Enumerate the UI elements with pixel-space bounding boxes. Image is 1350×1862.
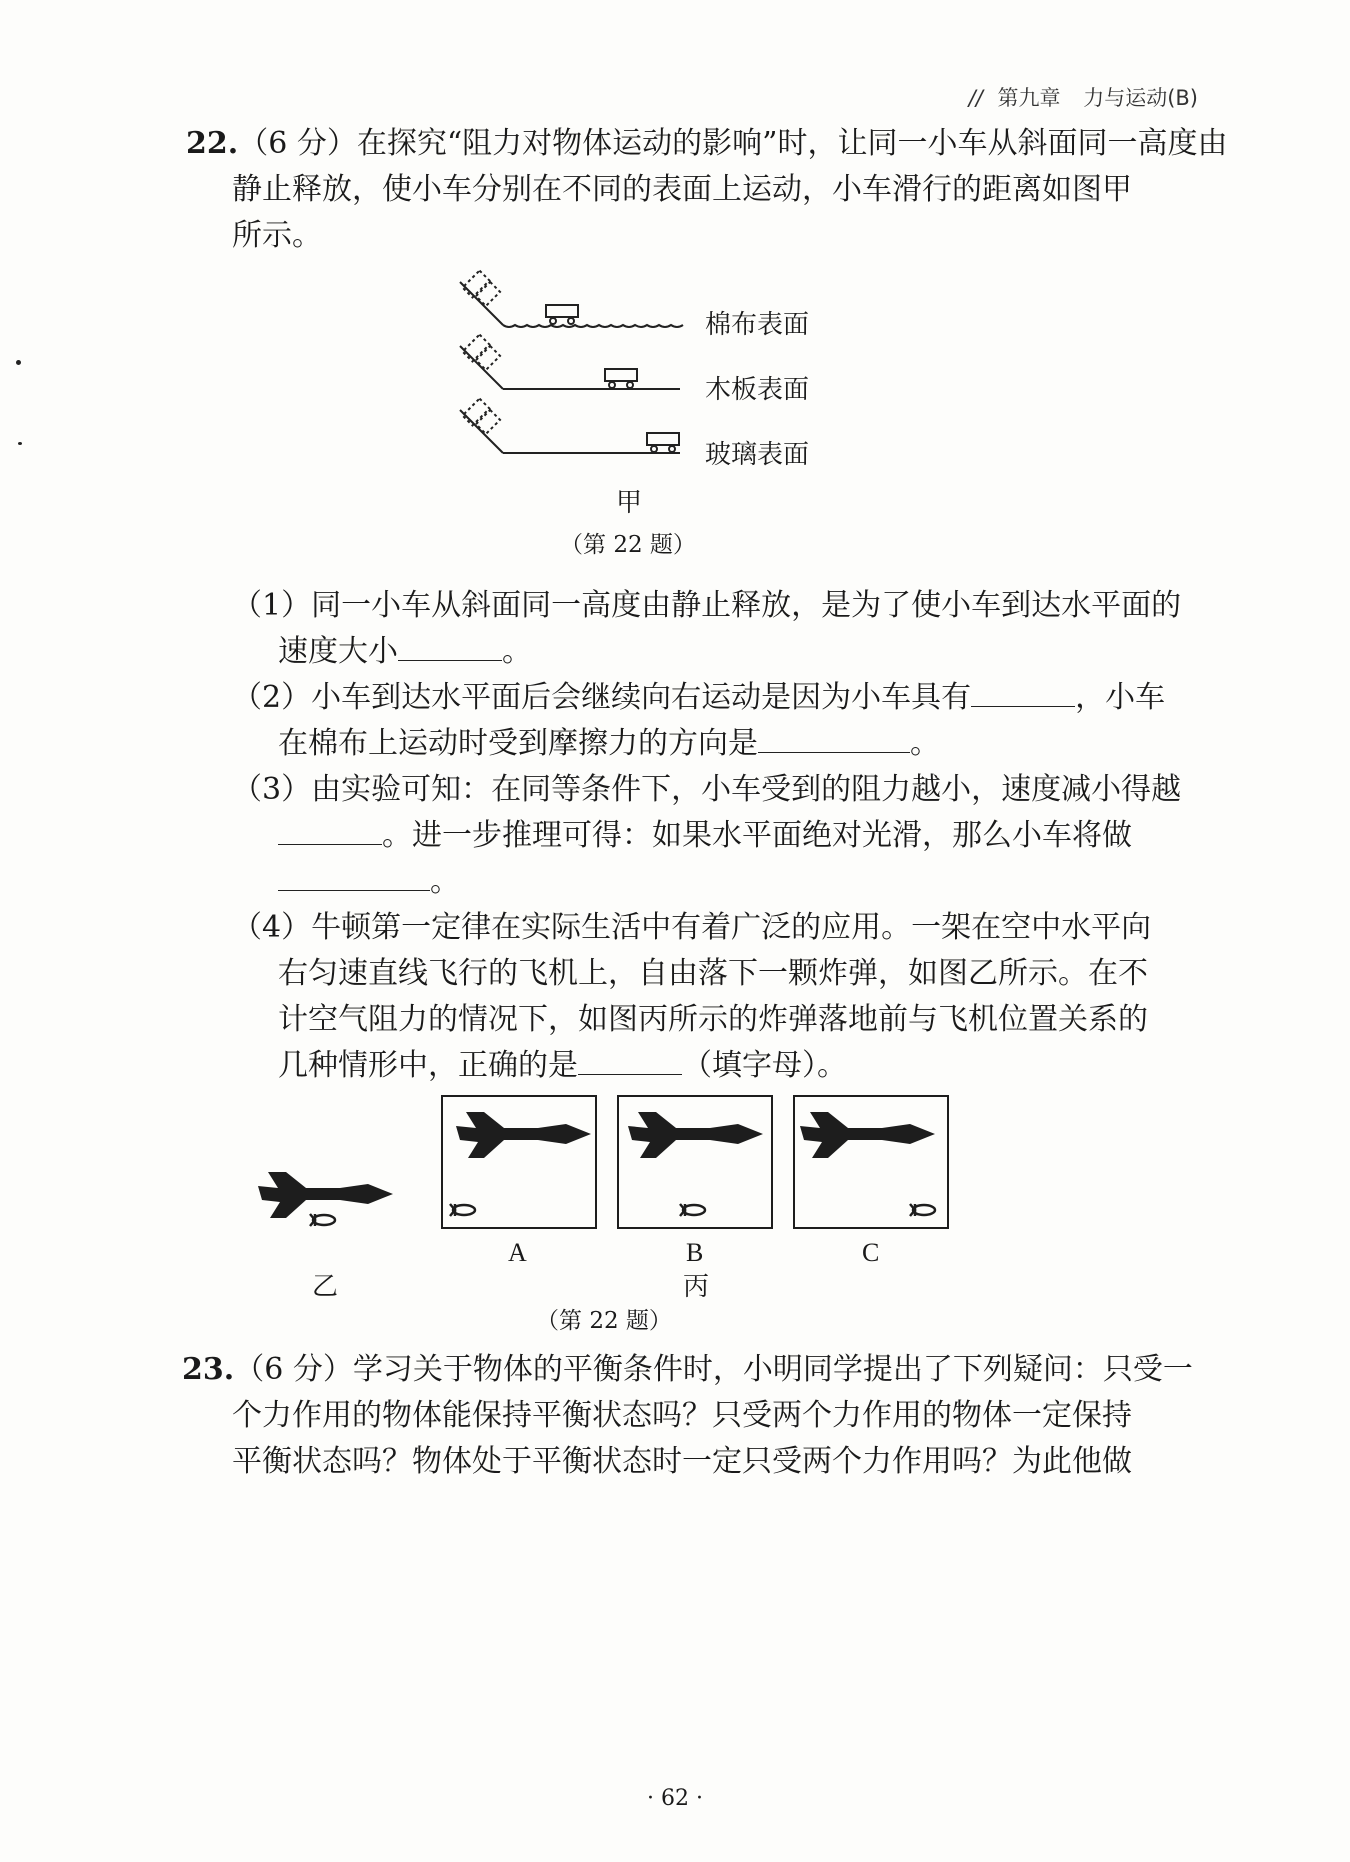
q22-part3-line1: （3）由实验可知：在同等条件下，小车受到的阻力越小，速度减小得越 xyxy=(232,772,1182,807)
q22-part2-text3: 在棉布上运动时受到摩擦力的方向是 xyxy=(278,726,758,761)
q22-part4-line2: 右匀速直线飞行的飞机上，自由落下一颗炸弹，如图乙所示。在不 xyxy=(278,956,1148,991)
q22-number: 22. xyxy=(186,126,239,161)
q23-number: 23. xyxy=(182,1352,235,1387)
option-b-label: B xyxy=(686,1238,704,1267)
q23-line3: 平衡状态吗？物体处于平衡状态时一定只受两个力作用吗？为此他做 xyxy=(232,1444,1132,1479)
answer-blank[interactable] xyxy=(398,626,502,661)
answer-blank[interactable] xyxy=(578,1040,682,1075)
q22-part3-end: 。 xyxy=(430,864,460,899)
option-c-label: C xyxy=(862,1238,880,1267)
q22-part2-end: 。 xyxy=(910,726,940,761)
bomb-yi xyxy=(310,1214,335,1226)
plane-c xyxy=(800,1112,935,1158)
header-slash: // xyxy=(968,86,983,110)
q23-text1: （6 分）学习关于物体的平衡条件时，小明同学提出了下列疑问：只受一 xyxy=(234,1352,1193,1387)
q22-part3-text2: 。进一步推理可得：如果水平面绝对光滑，那么小车将做 xyxy=(382,818,1132,853)
page-header xyxy=(969,82,1198,112)
q22-part2-text2: ，小车 xyxy=(1075,680,1166,715)
q22-part2-text1: （2）小车到达水平面后会继续向右运动是因为小车具有 xyxy=(232,680,972,715)
q22-part4-line4 xyxy=(278,1038,847,1093)
label-glass-surface: 玻璃表面 xyxy=(705,440,810,470)
q22-part4-text: 几种情形中，正确的是 xyxy=(278,1048,578,1083)
bomb-a xyxy=(450,1204,475,1216)
figure-caption-2: （第 22 题） xyxy=(536,1308,672,1334)
q22-intro-text1: （6 分）在探究“阻力对物体运动的影响”时，让同一小车从斜面同一高度由 xyxy=(238,126,1228,161)
answer-blank[interactable] xyxy=(971,672,1075,707)
plane-b xyxy=(628,1112,763,1158)
q23-line2: 个力作用的物体能保持平衡状态吗？只受两个力作用的物体一定保持 xyxy=(232,1398,1132,1433)
answer-blank[interactable] xyxy=(758,718,910,753)
label-wood-surface: 木板表面 xyxy=(705,375,810,405)
margin-dot xyxy=(16,360,21,365)
q22-part4-line3: 计空气阻力的情况下，如图丙所示的炸弹落地前与飞机位置关系的 xyxy=(278,1002,1148,1037)
chapter-label: 第九章 xyxy=(997,86,1061,110)
q22-part1-line1: （1）同一小车从斜面同一高度由静止释放，是为了使小车到达水平面的 xyxy=(232,588,1182,623)
q22-part4-line1: （4）牛顿第一定律在实际生活中有着广泛的应用。一架在空中水平向 xyxy=(232,910,1152,945)
q22-intro-line3: 所示。 xyxy=(232,218,322,253)
plane-yi xyxy=(258,1172,393,1218)
answer-blank[interactable] xyxy=(278,810,382,845)
q22-part4-end: （填字母）。 xyxy=(682,1048,847,1083)
chapter-title: 力与运动(B) xyxy=(1083,86,1198,110)
q22-part1-end: 。 xyxy=(502,634,532,669)
bomb-b xyxy=(680,1204,705,1216)
plane-a xyxy=(456,1112,591,1158)
figure-caption: （第 22 题） xyxy=(560,532,696,558)
figure-yi-label: 乙 xyxy=(312,1272,339,1302)
figure-jia-inclines xyxy=(455,262,695,472)
answer-blank[interactable] xyxy=(278,856,430,891)
figure-bing-label: 丙 xyxy=(683,1272,710,1302)
figure-plane-bombs xyxy=(250,1094,970,1244)
q22-part1-text: 速度大小 xyxy=(278,634,398,669)
option-a-label: A xyxy=(508,1238,527,1267)
margin-dot xyxy=(18,442,22,445)
q22-intro-line2: 静止释放，使小车分别在不同的表面上运动，小车滑行的距离如图甲 xyxy=(232,172,1132,207)
figure-jia-label: 甲 xyxy=(616,488,643,518)
bomb-c xyxy=(910,1204,935,1216)
page-number: · 62 · xyxy=(647,1786,703,1811)
label-cotton-surface: 棉布表面 xyxy=(705,310,810,340)
